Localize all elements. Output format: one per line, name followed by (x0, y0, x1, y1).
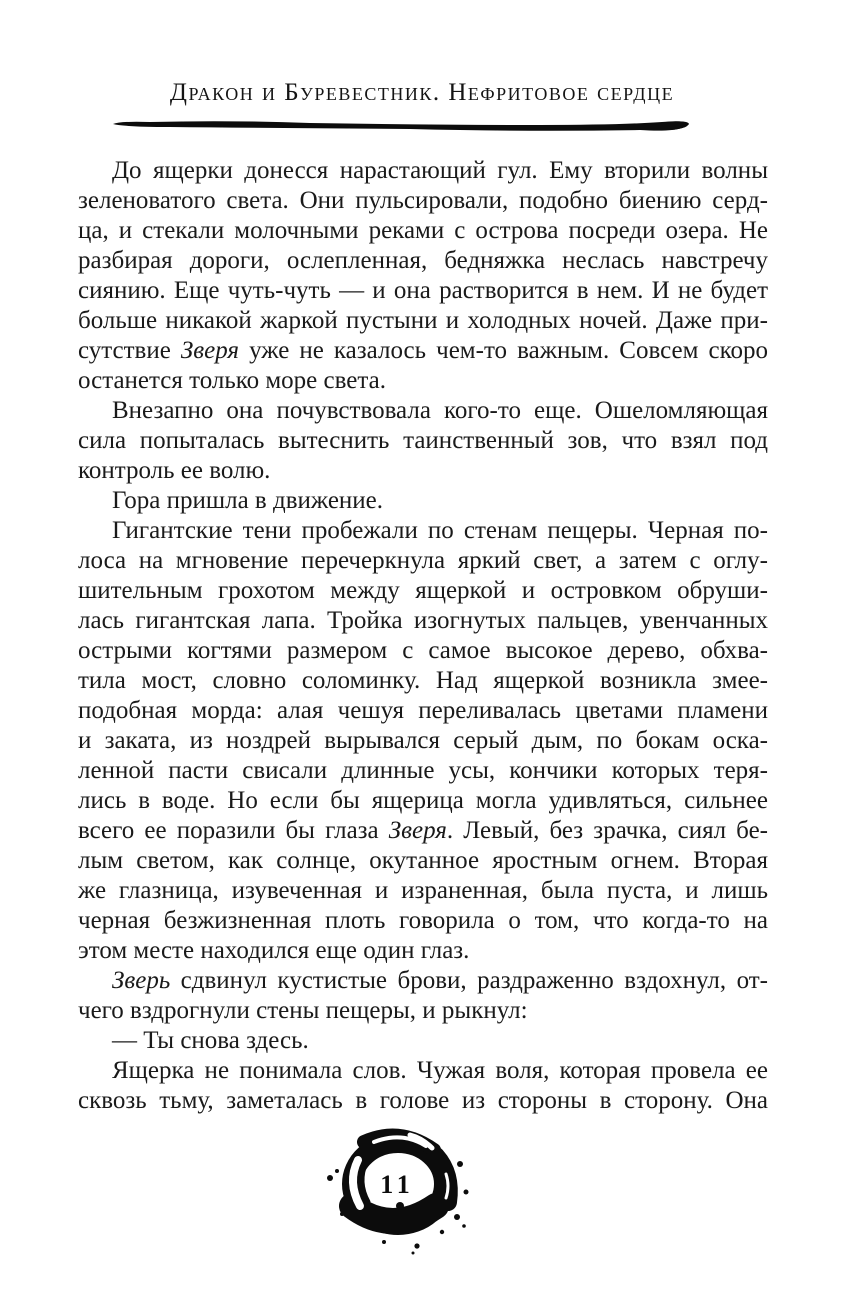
text-line: шительным грохотом между ящеркой и островком обруши- (78, 577, 768, 604)
text-line: же глазница, изувеченная и израненная, была пуста, и лишь (78, 877, 768, 904)
page-number: 11 (380, 1170, 415, 1199)
text-line: этом месте находился еще один глаз. (78, 937, 470, 964)
text-line: — Ты снова здесь. (112, 1027, 309, 1054)
brush-rule-icon (110, 116, 692, 134)
text-line: До ящерки донесся нарастающий гул. Ему вторили волны (112, 157, 768, 184)
page-title: Дракон и Буревестник. Нефритовое сердце (169, 79, 675, 106)
text-line: лоса на мгновение перечеркнула яркий свет, а затем с оглу- (78, 547, 768, 574)
text-line: сила попыталась вытеснить таинственный зов, что взял под (78, 427, 768, 454)
text-line: сиянию. Еще чуть-чуть — и она растворится в нем. И не будет (78, 277, 768, 304)
text-line: сутствие Зверя уже не казалось чем-то важным. Совсем скоро (78, 337, 768, 364)
text-line: и заката, из ноздрей вырывался серый дым, по бокам оска- (78, 727, 768, 754)
text-line: чего вздрогнули стены пещеры, и рыкнул: (78, 997, 528, 1024)
text-line: разбирая дороги, ослепленная, бедняжка неслась навстречу (78, 247, 768, 274)
text-line: острыми когтями размером с самое высокое дерево, обхва- (78, 637, 768, 664)
text-line: ленной пасти свисали длинные усы, кончики которых теря- (78, 757, 768, 784)
text-line: Ящерка не понимала слов. Чужая воля, которая провела ее (112, 1057, 768, 1084)
text-line: контроль ее волю. (78, 457, 271, 484)
text-line: лись в воде. Но если бы ящерица могла удивляться, сильнее (78, 787, 768, 814)
text-line: лась гигантская лапа. Тройка изогнутых пальцев, увенчанных (78, 607, 768, 634)
text-line: тила мост, словно соломинку. Над ящеркой возникла змее- (78, 667, 768, 694)
header-rule (110, 116, 692, 134)
text-line: ца, и стекали молочными реками с острова посреди озера. Не (78, 217, 768, 244)
text-line: останется только море света. (78, 367, 386, 394)
running-head (0, 0, 844, 108)
text-line: Внезапно она почувствовала кого-то еще. Ошеломляющая (112, 397, 768, 424)
text-line: сквозь тьму, заметалась в голове из стороны в сторону. Она (78, 1087, 768, 1114)
text-line: Зверь сдвинул кустистые брови, раздраженно вздохнул, от- (112, 967, 768, 994)
text-line: Гора пришла в движение. (112, 487, 384, 514)
text-line: Гигантские тени пробежали по стенам пещеры. Черная по- (112, 517, 768, 544)
text-line: черная безжизненная плоть говорила о том, что когда-то на (78, 907, 768, 934)
text-line: зеленоватого света. Они пульсировали, подобно биению серд- (78, 187, 768, 214)
text-line: лым светом, как солнце, окутанное яростным огнем. Вторая (78, 847, 768, 874)
text-line: подобная морда: алая чешуя переливалась цветами пламени (78, 697, 768, 724)
text-line: всего ее поразили бы глаза Зверя. Левый, без зрачка, сиял бе- (78, 817, 768, 844)
body-text (78, 156, 768, 1116)
text-line: больше никакой жаркой пустыни и холодных ночей. Даже при- (78, 307, 768, 334)
